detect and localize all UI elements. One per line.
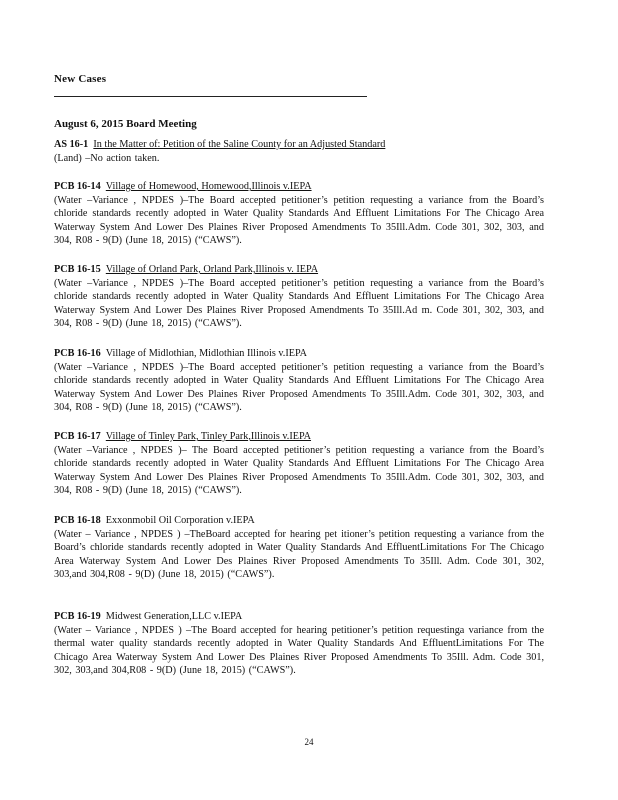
heading-rule: [54, 96, 367, 97]
meeting-date: August 6, 2015 Board Meeting: [54, 118, 197, 130]
case-title: Midwest Generation,LLC v.IEPA: [105, 611, 243, 622]
case-description: (Land) –No action taken.: [54, 152, 160, 164]
case-id: PCB 16-16: [54, 348, 101, 359]
case-entry: [54, 430, 544, 498]
case-title: Village of Tinley Park, Tinley Park,Illinois v.IEPA: [105, 431, 312, 442]
case-title: Village of Orland Park, Orland Park,Illinois v. IEPA: [105, 264, 319, 275]
case-id: AS 16-1: [54, 139, 89, 150]
case-title: Village of Homewood, Homewood,Illinois v.IEPA: [105, 181, 312, 192]
case-id: PCB 16-14: [54, 181, 101, 192]
case-entry: [54, 347, 544, 415]
case-id: PCB 16-19: [54, 611, 101, 622]
page-number: 24: [304, 737, 314, 747]
case-entry: [54, 180, 544, 248]
case-description: (Water – Variance , NPDES ) –TheBoard accepted for hearing pet itioner’s petition requesting a variance from the Board’s chloride standards recently adopted in Water Quality Standards And EffluentLimitations For The Chicago Area Waterway System And Lower Des Plaines River Proposed Amendments To 35Ill. Adm. Code 301, 302, 303,and 304,R08 - 9(D) (June 18, 2015) (“CAWS”).: [54, 528, 544, 581]
case-description: (Water –Variance , NPDES )– The Board accepted petitioner’s petition requesting a variance from the Board’s chloride standards recently adopted in Water Quality Standards And Effluent Limitations For The Chicago Area Waterway System And Lower Des Plaines River Proposed Amendments To 35Ill.Adm. Code 301, 302, 303, and 304, R08 - 9(D) (June 18, 2015) (“CAWS”).: [54, 444, 544, 497]
case-title: Village of Midlothian, Midlothian Illinois v.IEPA: [105, 348, 308, 359]
case-id: PCB 16-18: [54, 515, 101, 526]
case-description: (Water –Variance , NPDES )–The Board accepted petitioner’s petition requesting a variance from the Board’s chloride standards recently adopted in Water Quality Standards And Effluent Limitations For The Chicago Area Waterway System And Lower Des Plaines River Proposed Amendments To 35Ill.Ad m. Code 301, 302, 303, and 304, R08 - 9(D) (June 18, 2015) (“CAWS”).: [54, 277, 544, 330]
case-title: In the Matter of: Petition of the Saline County for an Adjusted Standard: [93, 139, 386, 150]
case-description: (Water –Variance , NPDES )–The Board accepted petitioner’s petition requesting a variance from the Board’s chloride standards recently adopted in Water Quality Standards And Effluent Limitations For The Chicago Area Waterway System And Lower Des Plaines River Proposed Amendments To 35Ill.Adm. Code 301, 302, 303, and 304, R08 - 9(D) (June 18, 2015) (“CAWS”).: [54, 194, 544, 247]
section-heading: New Cases: [54, 73, 107, 85]
case-description: (Water – Variance , NPDES ) –The Board accepted for hearing petitioner’s petition requestinga variance from the thermal water quality standards recently adopted in Water Quality Standards And EffluentLimitations For The Chicago Area Waterway System And Lower Des Plaines River Proposed Amendments To 35Ill. Adm. Code 301, 302, 303,and 304,R08 - 9(D) (June 18, 2015) (“CAWS”).: [54, 624, 544, 677]
case-entry: [54, 138, 544, 165]
case-description: (Water –Variance , NPDES )–The Board accepted petitioner’s petition requesting a variance from the Board’s chloride standards recently adopted in Water Quality Standards And Effluent Limitations For The Chicago Area Waterway System And Lower Des Plaines River Proposed Amendments To 35Ill.Adm. Code 301, 302, 303, and 304, R08 - 9(D) (June 18, 2015) (“CAWS”).: [54, 361, 544, 414]
case-entry: [54, 610, 544, 678]
case-title: Exxonmobil Oil Corporation v.IEPA: [105, 515, 255, 526]
case-entry: [54, 514, 544, 582]
case-id: PCB 16-15: [54, 264, 101, 275]
case-id: PCB 16-17: [54, 431, 101, 442]
case-entry: [54, 263, 544, 331]
